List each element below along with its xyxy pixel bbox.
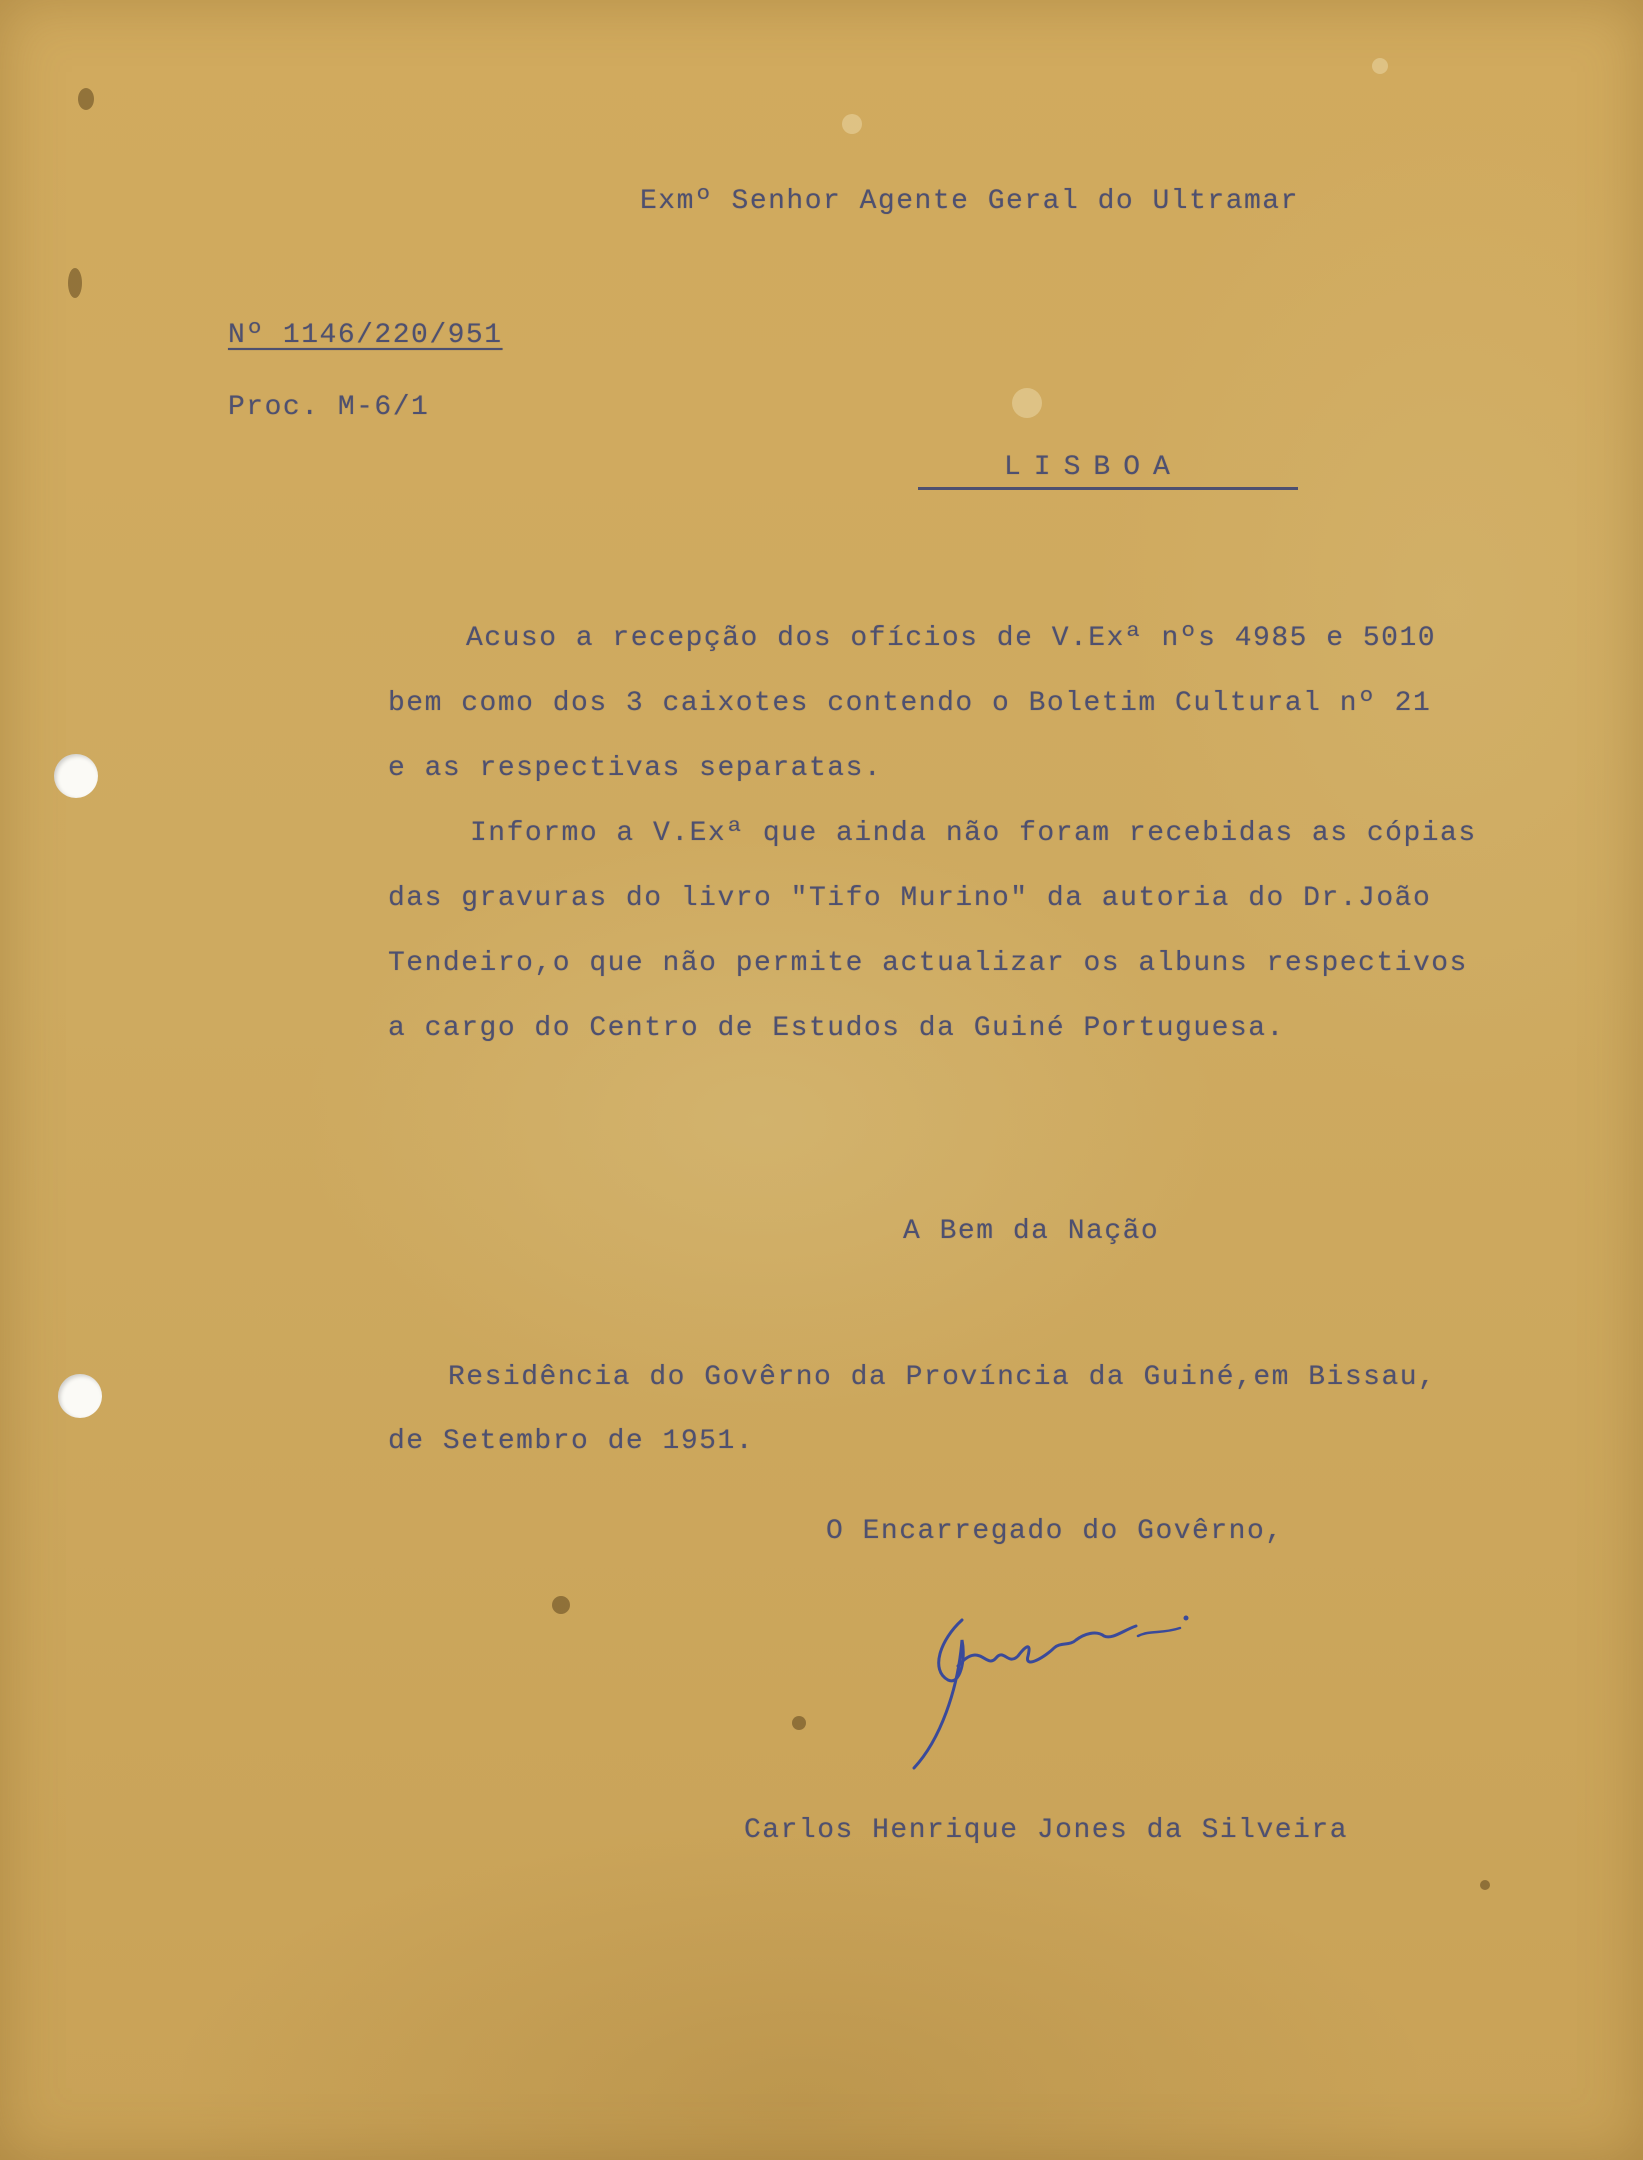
paper-speck	[1372, 58, 1388, 74]
closing-salutation: A Bem da Nação	[903, 1216, 1160, 1247]
signer-name: Carlos Henrique Jones da Silveira	[744, 1815, 1348, 1846]
paragraph-line: e as respectivas separatas.	[388, 753, 883, 784]
date-line: de Setembro de 1951.	[388, 1426, 755, 1457]
paragraph-line: bem como dos 3 caixotes contendo o Boletim Cultural nº 21	[388, 688, 1432, 719]
paper-speck	[842, 114, 862, 134]
paper-speck	[552, 1596, 570, 1614]
place-line: Residência do Govêrno da Província da Guiné,em Bissau,	[448, 1362, 1437, 1393]
punch-hole-top	[54, 754, 98, 798]
paper-speck	[1480, 1880, 1490, 1890]
handwritten-signature	[900, 1600, 1230, 1780]
place-and-date	[388, 1346, 1436, 1474]
paragraph-line: Tendeiro,o que não permite actualizar os albuns respectivos	[388, 948, 1468, 979]
paragraph-receipt	[388, 606, 1568, 801]
paragraph-line: a cargo do Centro de Estudos da Guiné Portuguesa.	[388, 1013, 1285, 1044]
paper-speck	[1012, 388, 1042, 418]
reference-number: Nº 1146/220/951	[228, 320, 503, 351]
destination-city: LISBOA	[918, 452, 1298, 490]
signer-role: O Encarregado do Govêrno,	[826, 1516, 1284, 1547]
punch-hole-bottom	[58, 1374, 102, 1418]
paragraph-missing-copies	[388, 801, 1568, 1061]
process-number: Proc. M-6/1	[228, 392, 430, 423]
paper-speck	[78, 88, 94, 110]
paper-speck	[68, 268, 82, 298]
paragraph-line: Informo a V.Exª que ainda não foram recebidas as cópias	[470, 818, 1477, 849]
paper-speck	[792, 1716, 806, 1730]
addressee-line: Exmº Senhor Agente Geral do Ultramar	[640, 186, 1299, 217]
paragraph-line: das gravuras do livro "Tifo Murino" da autoria do Dr.João	[388, 883, 1432, 914]
paragraph-line: Acuso a recepção dos ofícios de V.Exª nºs 4985 e 5010	[466, 623, 1437, 654]
